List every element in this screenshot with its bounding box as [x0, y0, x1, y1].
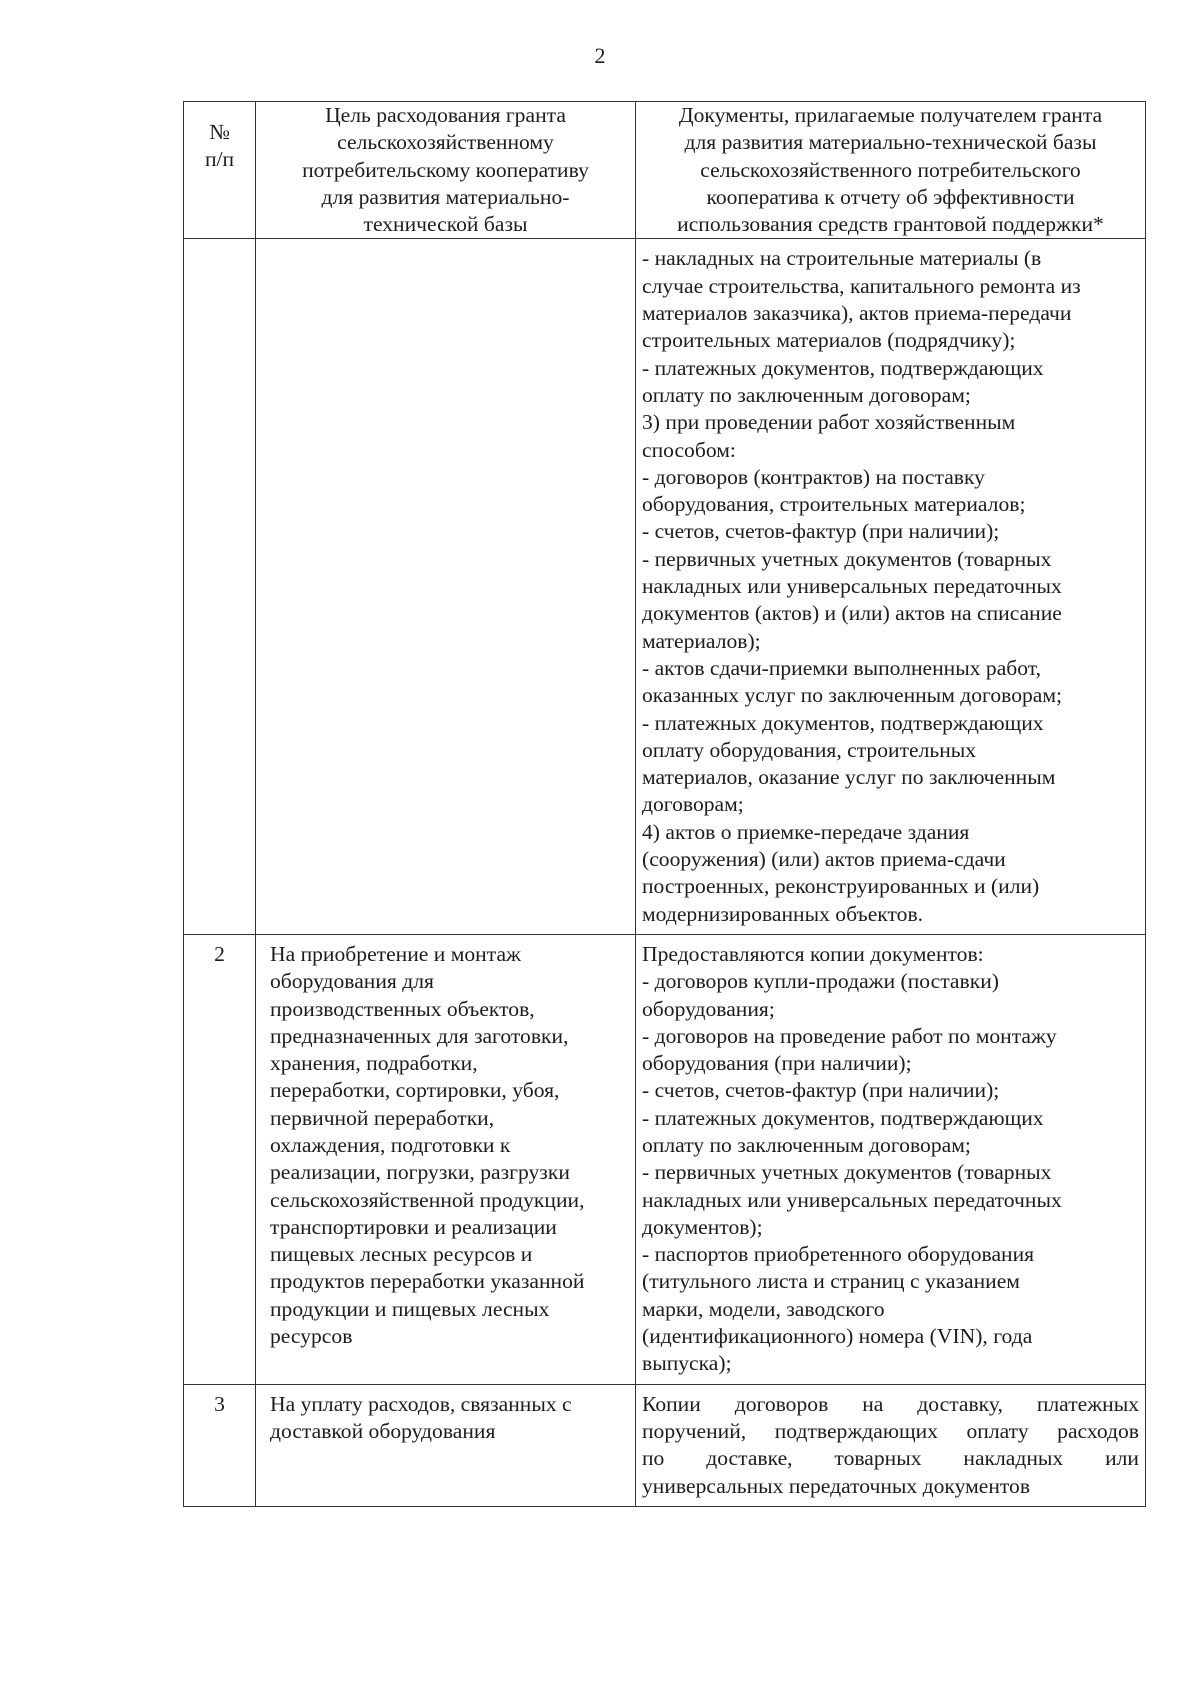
header-line: потребительскому кооперативу: [302, 157, 589, 182]
row-documents: [636, 1384, 1146, 1506]
doc-line: (идентификационного) номера (VIN), года: [642, 1324, 1033, 1349]
table-row: [184, 1384, 1146, 1506]
header-line: п/п: [204, 147, 235, 172]
doc-line: документов);: [642, 1214, 763, 1239]
doc-line: - договоров (контрактов) на поставку: [642, 464, 985, 489]
doc-line: строительных материалов (подрядчику);: [642, 328, 1016, 353]
doc-line: накладных или универсальных передаточных: [642, 574, 1062, 599]
doc-line: - платежных документов, подтверждающих: [642, 1105, 1044, 1130]
header-line: использования средств грантовой поддержки*: [677, 212, 1104, 237]
goal-line: переработки, сортировки, убоя,: [270, 1078, 560, 1103]
doc-line: Предоставляются копии документов:: [642, 941, 984, 966]
goal-line: пищевых лесных ресурсов и: [270, 1242, 533, 1267]
header-line: сельскохозяйственного потребительского: [700, 157, 1081, 182]
doc-line: документов (актов) и (или) актов на списание: [642, 601, 1062, 626]
page-number: 2: [594, 43, 606, 68]
row-documents: [636, 239, 1146, 934]
goal-line: реализации, погрузки, разгрузки: [270, 1160, 570, 1185]
doc-line: марки, модели, заводского: [642, 1296, 885, 1321]
row-number: [184, 239, 256, 934]
header-line: для развития материально-: [321, 184, 570, 209]
goal-line: хранения, подработки,: [270, 1051, 478, 1076]
doc-line: поручений, подтверждающих оплату расходов: [642, 1418, 1139, 1443]
header-line: технической базы: [363, 212, 528, 237]
goal-line: сельскохозяйственной продукции,: [270, 1187, 585, 1212]
doc-line: оборудования, строительных материалов;: [642, 492, 1026, 517]
doc-line: - паспортов приобретенного оборудования: [642, 1242, 1035, 1267]
header-line: Цель расходования гранта: [325, 103, 566, 127]
row-goal: [256, 239, 636, 934]
doc-line: выпуска);: [642, 1351, 732, 1376]
doc-line: 3) при проведении работ хозяйственным: [642, 410, 1016, 435]
doc-line: - первичных учетных документов (товарных: [642, 1160, 1052, 1185]
goal-line: транспортировки и реализации: [270, 1214, 557, 1239]
goal-line: оборудования для: [270, 969, 434, 994]
doc-line: - актов сдачи-приемки выполненных работ,: [642, 655, 1042, 680]
doc-line: построенных, реконструированных и (или): [642, 874, 1040, 899]
doc-line: по доставке, товарных накладных или: [642, 1446, 1139, 1471]
row-goal: [256, 934, 636, 1384]
header-documents: [636, 102, 1146, 239]
goal-line: предназначенных для заготовки,: [270, 1023, 569, 1048]
header-goal: [256, 102, 636, 239]
doc-line: - договоров на проведение работ по монтажу: [642, 1023, 1057, 1048]
table-row: [184, 934, 1146, 1384]
doc-line: (сооружения) (или) актов приема-сдачи: [642, 847, 1006, 872]
goal-line: продуктов переработки указанной: [270, 1269, 585, 1294]
doc-line: модернизированных объектов.: [642, 901, 924, 926]
doc-line: Копии договоров на доставку, платежных: [642, 1391, 1139, 1416]
header-line: сельскохозяйственному: [337, 130, 554, 155]
doc-line: - первичных учетных документов (товарных: [642, 546, 1052, 571]
doc-line: оказанных услуг по заключенным договорам;: [642, 683, 1063, 708]
doc-line: оборудования (при наличии);: [642, 1051, 912, 1076]
header-line: кооператива к отчету об эффективности: [706, 184, 1075, 209]
header-line: для развития материально-технической базы: [684, 130, 1097, 155]
doc-line: - договоров купли-продажи (поставки): [642, 969, 999, 994]
row-number: 3: [184, 1384, 256, 1506]
doc-line: материалов, оказание услуг по заключенным: [642, 765, 1056, 790]
doc-line: случае строительства, капитального ремонта из: [642, 273, 1081, 298]
doc-line: способом:: [642, 437, 736, 462]
doc-line: материалов);: [642, 628, 761, 653]
grant-documents-table: [183, 101, 1146, 1507]
doc-line: - счетов, счетов-фактур (при наличии);: [642, 519, 1000, 544]
doc-line: - платежных документов, подтверждающих: [642, 355, 1044, 380]
doc-line: материалов заказчика), актов приема-передачи: [642, 301, 1072, 326]
header-line: №: [209, 120, 230, 144]
table-row: [184, 239, 1146, 934]
goal-line: На приобретение и монтаж: [270, 941, 521, 966]
header-number: [184, 102, 256, 239]
doc-line: 4) актов о приемке-передаче здания: [642, 819, 970, 844]
doc-line: - накладных на строительные материалы (в: [642, 246, 1042, 271]
row-number: 2: [184, 934, 256, 1384]
doc-line: универсальных передаточных документов: [642, 1473, 1031, 1498]
goal-line: На уплату расходов, связанных с: [270, 1391, 572, 1416]
doc-line: накладных или универсальных передаточных: [642, 1187, 1062, 1212]
row-documents: [636, 934, 1146, 1384]
goal-line: производственных объектов,: [270, 996, 535, 1021]
goal-line: доставкой оборудования: [270, 1418, 496, 1443]
header-line: Документы, прилагаемые получателем гранта: [678, 103, 1103, 127]
doc-line: - счетов, счетов-фактур (при наличии);: [642, 1078, 1000, 1103]
doc-line: оплату оборудования, строительных: [642, 737, 977, 762]
goal-line: охлаждения, подготовки к: [270, 1132, 511, 1157]
goal-line: ресурсов: [270, 1324, 353, 1349]
doc-line: оборудования;: [642, 996, 775, 1021]
doc-line: договорам;: [642, 792, 744, 817]
doc-line: (титульного листа и страниц с указанием: [642, 1269, 1020, 1294]
doc-line: оплату по заключенным договорам;: [642, 382, 971, 407]
doc-line: - платежных документов, подтверждающих: [642, 710, 1044, 735]
doc-line: оплату по заключенным договорам;: [642, 1132, 971, 1157]
table-header-row: [184, 102, 1146, 239]
goal-line: первичной переработки,: [270, 1105, 495, 1130]
goal-line: продукции и пищевых лесных: [270, 1296, 550, 1321]
row-goal: [256, 1384, 636, 1506]
